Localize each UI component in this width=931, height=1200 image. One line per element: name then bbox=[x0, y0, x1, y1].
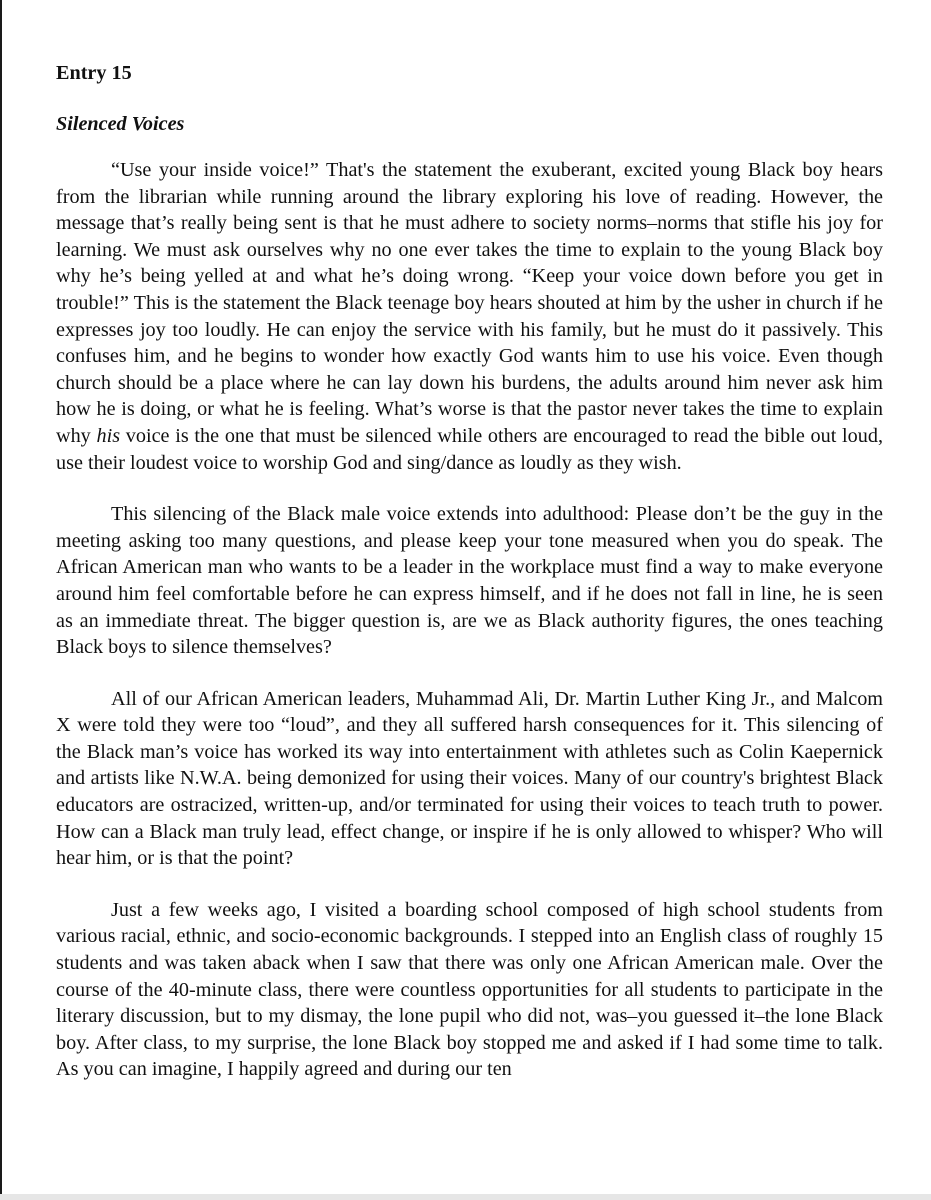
paragraph-3: All of our African American leaders, Muhammad Ali, Dr. Martin Luther King Jr., and Malcom X were told they were too “loud”, and they all suffered harsh consequences for it. This silencing of the Black man’s voice has worked its way into entertainment with athletes such as Colin Kaepernick and artists like N.W.A. being demonized for using their voices. Many of our country's brightest Black educators are ostracized, written-up, and/or terminated for using their voices to teach truth to power. How can a Black man truly lead, effect change, or inspire if he is only allowed to whisper? Who will hear him, or is that the point? bbox=[56, 687, 883, 870]
paragraph-4: Just a few weeks ago, I visited a boarding school composed of high school students from various racial, ethnic, and socio-economic backgrounds. I stepped into an English class of roughly 15 students and was taken aback when I saw that there was only one African American male. Over the course of the 40-minute class, there were countless opportunities for all students to participate in the literary discussion, but to my dismay, the lone pupil who did not, was–you guessed it–the lone Black boy. After class, to my surprise, the lone Black boy stopped me and asked if I had some time to talk. As you can imagine, I happily agreed and during our ten bbox=[56, 898, 883, 1081]
entry-heading: Entry 15 bbox=[56, 62, 132, 84]
paragraph-1 bbox=[56, 157, 883, 476]
paragraph-1-text-a: “Use your inside voice!” That's the statement the exuberant, excited young Black boy hears from the librarian while running around the library exploring his love of reading. However, the message that’s really being sent is that he must adhere to society norms–norms that stifle his joy for learning. We must ask ourselves why no one ever takes the time to explain to the young Black boy why he’s being yelled at and what he’s doing wrong. “Keep your voice down before you get in trouble!” This is the statement the Black teenage boy hears shouted at him by the usher in church if he expresses joy too loudly. He can enjoy the service with his family, but he must do it passively. This confuses him, and he begins to wonder how exactly God wants him to use his voice. Even though church should be a place where he can lay down his burdens, the adults around him never ask him how he is doing, or what he is feeling. What’s worse is that the pastor never takes the time to explain why bbox=[56, 159, 883, 447]
page-left-edge bbox=[0, 0, 2, 1200]
page-bottom-edge bbox=[0, 1194, 931, 1200]
document-body bbox=[56, 58, 883, 1083]
paragraph-1-text-b: voice is the one that must be silenced while others are encouraged to read the bible out loud, use their loudest voice to worship God and sing/dance as loudly as they wish. bbox=[56, 424, 883, 474]
paragraph-2: This silencing of the Black male voice extends into adulthood: Please don’t be the guy in the meeting asking too many questions, and please keep your tone measured when you do speak. The African American man who wants to be a leader in the workplace must find a way to make everyone around him feel comfortable before he can express himself, and if he does not fall in line, he is seen as an immediate threat. The bigger question is, are we as Black authority figures, the ones teaching Black boys to silence themselves? bbox=[56, 503, 883, 659]
essay-title: Silenced Voices bbox=[56, 113, 185, 135]
paragraph-1-italic-word: his bbox=[96, 424, 121, 447]
